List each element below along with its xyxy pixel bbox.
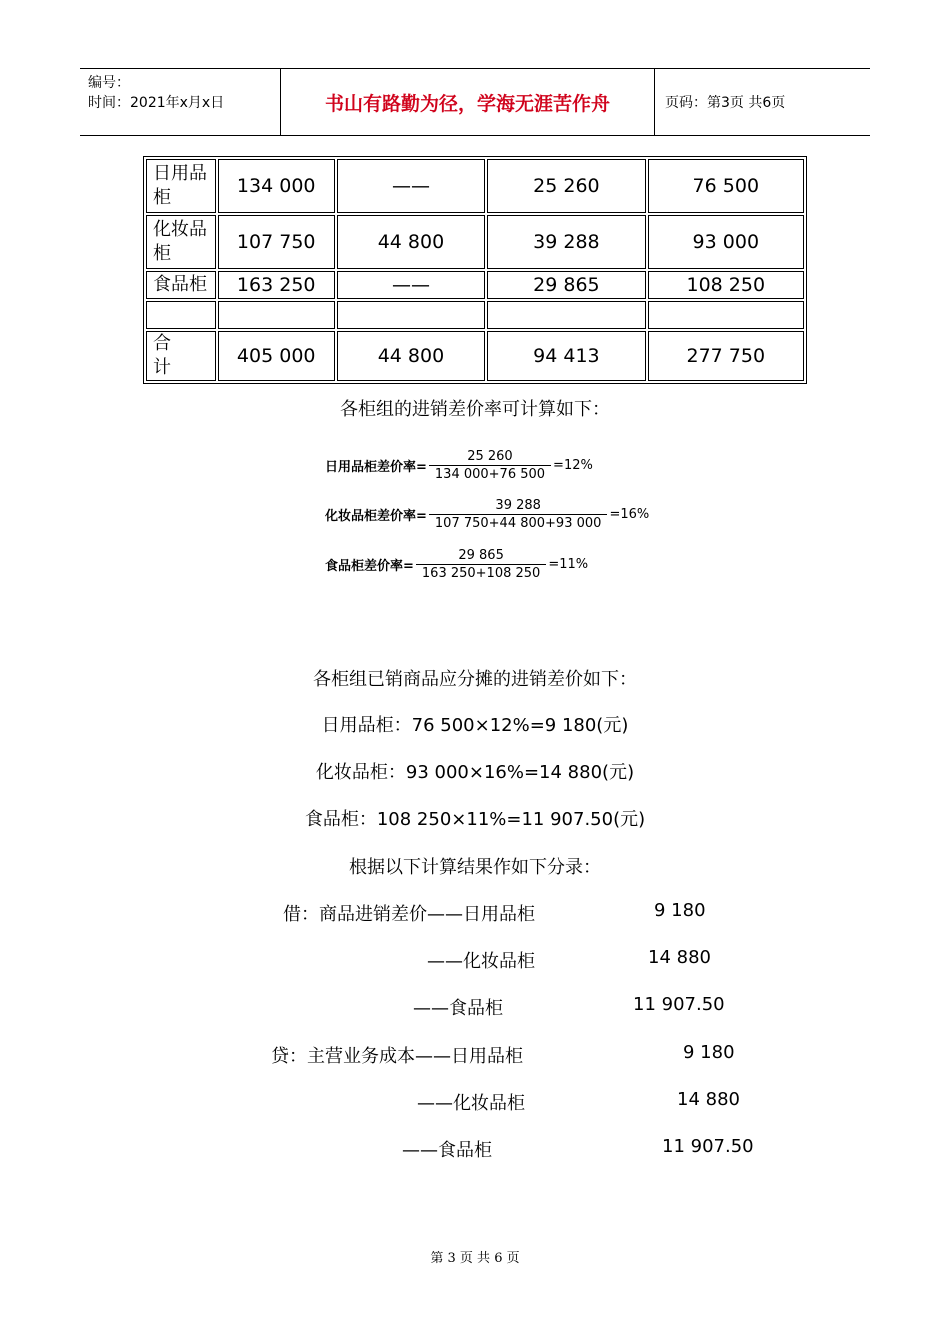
row-label: 化妆品柜 — [146, 215, 216, 269]
header-meta — [80, 69, 281, 135]
table-cell: 44 800 — [337, 215, 486, 269]
table-cell: 29 865 — [487, 271, 645, 299]
debit-account-daily: 借：商品进销差价——日用品柜 — [283, 904, 535, 925]
credit-account-cosmetic: ——化妆品柜 — [417, 1093, 525, 1114]
credit-account-food: ——食品柜 — [402, 1140, 492, 1161]
formula-result: =16% — [609, 507, 650, 522]
table-row — [146, 215, 804, 269]
alloc-daily-text: 日用品柜：76 500×12%=9 180(元) — [321, 715, 629, 736]
table-cell: 93 000 — [648, 215, 804, 269]
table-cell: 39 288 — [487, 215, 645, 269]
credit-account-daily: 贷：主营业务成本——日用品柜 — [271, 1046, 523, 1067]
price-difference-table — [143, 156, 807, 384]
fraction — [429, 498, 608, 531]
formula-label: 食品柜差价率= — [325, 559, 414, 574]
table-cell: 163 250 — [218, 271, 335, 299]
denominator: 107 750+44 800+93 000 — [429, 514, 608, 531]
intro-alloc-text: 各柜组已销商品应分摊的进销差价如下： — [313, 669, 637, 690]
debit-amount-daily: 9 180 — [654, 900, 706, 921]
row-label: 合计 — [146, 331, 216, 381]
table-cell — [487, 301, 645, 329]
table-cell: 108 250 — [648, 271, 804, 299]
table-row — [146, 271, 804, 299]
table-cell: 107 750 — [218, 215, 335, 269]
denominator: 134 000+76 500 — [429, 465, 551, 482]
table-cell: 44 800 — [337, 331, 486, 381]
formula-label: 化妆品柜差价率= — [325, 509, 427, 524]
number-label: 编号： — [88, 75, 130, 91]
alloc-cosmetic-text: 化妆品柜：93 000×16%=14 880(元) — [315, 762, 635, 783]
row-label — [146, 301, 216, 329]
time-label: 时间：2021年x月x日 — [88, 95, 225, 111]
table-cell: 405 000 — [218, 331, 335, 381]
table-row — [146, 159, 804, 213]
alloc-food-text: 食品柜：108 250×11%=11 907.50(元) — [304, 809, 646, 830]
credit-amount-cosmetic: 14 880 — [677, 1089, 740, 1110]
page-footer: 第 3 页 共 6 页 — [430, 1251, 520, 1266]
debit-amount-cosmetic: 14 880 — [648, 947, 711, 968]
fraction — [429, 449, 551, 482]
denominator: 163 250+108 250 — [416, 564, 546, 581]
table-cell: —— — [337, 159, 486, 213]
table-cell: 94 413 — [487, 331, 645, 381]
row-label: 食品柜 — [146, 271, 216, 299]
table-cell: 25 260 — [487, 159, 645, 213]
numerator: 39 288 — [495, 498, 541, 513]
fraction — [416, 548, 546, 581]
table-cell — [337, 301, 486, 329]
header-page-info: 页码：第3页 共6页 — [665, 95, 786, 111]
table-cell: 134 000 — [218, 159, 335, 213]
formula-result: =12% — [553, 458, 593, 473]
table-row — [146, 301, 804, 329]
formula-food — [325, 548, 588, 581]
table-cell — [218, 301, 335, 329]
numerator: 29 865 — [458, 548, 504, 563]
formula-cosmetic — [325, 498, 649, 531]
table-cell — [648, 301, 804, 329]
credit-amount-food: 11 907.50 — [662, 1136, 754, 1157]
formula-label: 日用品柜差价率= — [325, 460, 427, 475]
debit-amount-food: 11 907.50 — [633, 994, 725, 1015]
debit-account-cosmetic: ——化妆品柜 — [427, 951, 535, 972]
intro-rate-text: 各柜组的进销差价率可计算如下： — [340, 399, 610, 420]
debit-account-food: ——食品柜 — [413, 998, 503, 1019]
intro-entry-text: 根据以下计算结果作如下分录： — [349, 857, 601, 878]
credit-amount-daily: 9 180 — [683, 1042, 735, 1063]
numerator: 25 260 — [467, 449, 513, 464]
table-cell: 76 500 — [648, 159, 804, 213]
formula-result: =11% — [548, 557, 589, 572]
table-row — [146, 331, 804, 381]
row-label: 日用品柜 — [146, 159, 216, 213]
formula-daily — [325, 449, 593, 482]
table-cell: —— — [337, 271, 486, 299]
header-motto: 书山有路勤为径，学海无涯苦作舟 — [281, 69, 655, 135]
table-cell: 277 750 — [648, 331, 804, 381]
page-header — [80, 68, 870, 136]
